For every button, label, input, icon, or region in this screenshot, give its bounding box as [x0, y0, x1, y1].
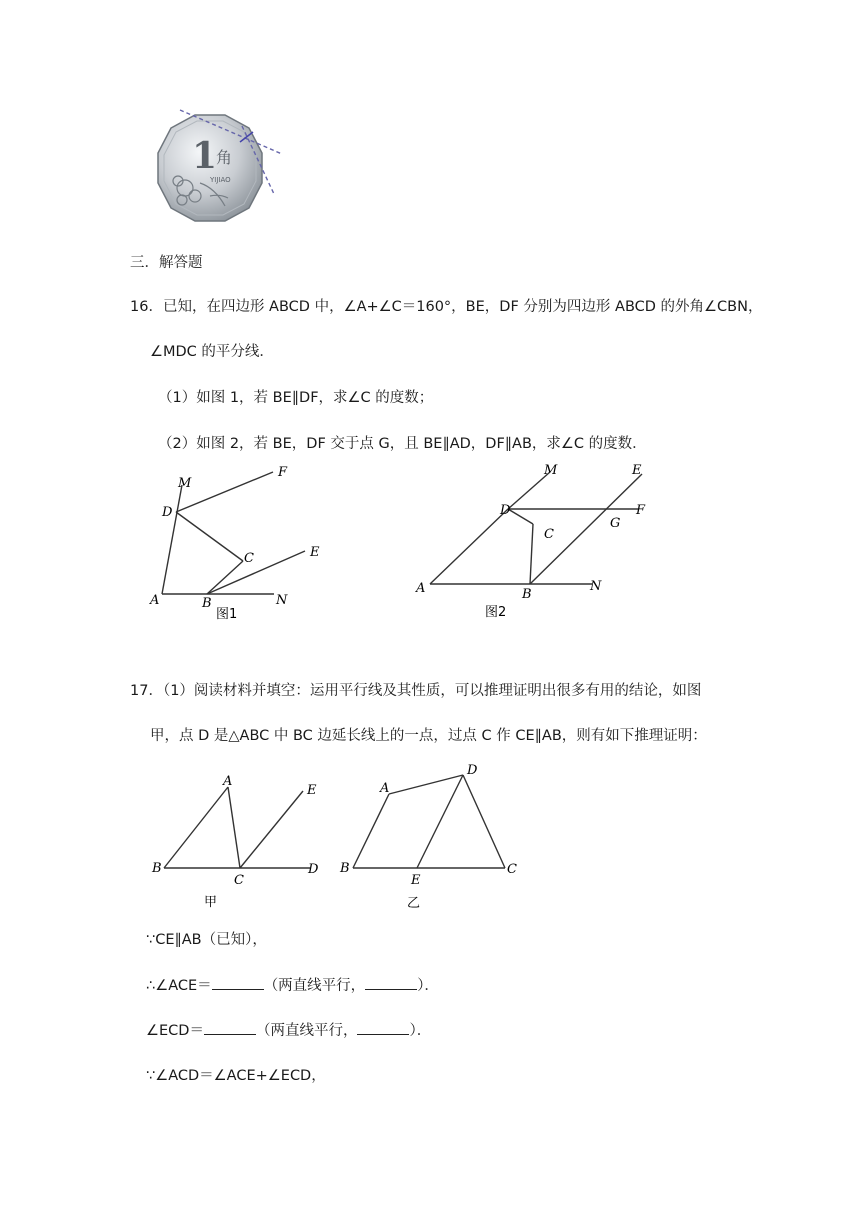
fig2-label-M: M	[544, 463, 558, 478]
proof-line-4: ∵∠ACD＝∠ACE+∠ECD，	[146, 1068, 326, 1084]
fig1-label-F: F	[278, 465, 288, 480]
yi-label-E: E	[411, 873, 421, 888]
jia-caption: 甲	[204, 895, 218, 910]
fig2-label-N: N	[590, 579, 602, 594]
q17-stem-line2: 甲，点 D 是△ABC 中 BC 边延长线上的一点，过点 C 作 CE∥AB，则有如下推理证明：	[150, 728, 707, 744]
fig2-caption: 图2	[485, 605, 507, 620]
yi-label-C: C	[507, 862, 517, 877]
coin-unit-char: 角	[216, 148, 233, 167]
fig2-label-B: B	[522, 587, 532, 602]
proof-line-1: ∵CE∥AB（已知），	[146, 932, 267, 948]
proof2-reason: （两直线平行，	[263, 978, 366, 994]
answer-blank-1[interactable]	[212, 975, 264, 990]
proof3-suffix: ）．	[409, 1023, 432, 1039]
q17-stem-line1: 17．（1）阅读材料并填空：运用平行线及其性质，可以推理证明出很多有用的结论，如图	[130, 683, 702, 699]
jia-label-A: A	[223, 774, 233, 789]
yi-label-B: B	[340, 861, 350, 876]
fig2-label-A: A	[416, 581, 426, 596]
proof2-prefix: ∴∠ACE＝	[146, 978, 212, 994]
answer-blank-4[interactable]	[357, 1020, 409, 1035]
answer-blank-3[interactable]	[204, 1020, 256, 1035]
q16-part1: （1）如图 1，若 BE∥DF，求∠C 的度数；	[158, 390, 434, 406]
fig1-label-M: M	[178, 476, 192, 491]
yi-caption: 乙	[407, 896, 421, 911]
fig1-label-A: A	[150, 593, 160, 608]
figure-yi	[335, 760, 525, 915]
fig1-caption: 图1	[216, 607, 238, 622]
answer-blank-2[interactable]	[365, 975, 417, 990]
jia-label-D: D	[308, 862, 319, 877]
coin-pinyin: YIJIAO	[210, 176, 231, 184]
fig1-label-E: E	[310, 545, 320, 560]
fig1-label-C: C	[244, 551, 254, 566]
proof-line-2	[146, 975, 439, 996]
proof3-reason: （两直线平行，	[255, 1023, 358, 1039]
q16-stem-line1: 16．已知，在四边形 ABCD 中，∠A+∠C＝160°，BE，DF 分别为四边形 ABCD 的外角∠CBN，	[130, 299, 763, 315]
figure-2	[410, 460, 660, 625]
jia-label-E: E	[307, 783, 317, 798]
coin-image	[140, 108, 290, 233]
fig1-label-D: D	[162, 505, 173, 520]
figure-jia	[148, 770, 333, 915]
yi-label-D: D	[467, 763, 478, 778]
proof2-suffix: ）．	[417, 978, 439, 994]
proof-line-3	[146, 1020, 431, 1041]
section-heading: 三．解答题	[130, 255, 203, 271]
figure-1	[140, 460, 340, 625]
q16-part2: （2）如图 2，若 BE，DF 交于点 G，且 BE∥AD，DF∥AB，求∠C 的度数．	[158, 436, 647, 452]
fig2-label-D: D	[500, 503, 511, 518]
proof3-prefix: ∠ECD＝	[146, 1023, 204, 1039]
fig2-label-G: G	[610, 516, 621, 531]
fig1-label-B: B	[202, 596, 212, 611]
fig2-label-C: C	[544, 527, 554, 542]
jia-label-C: C	[234, 873, 244, 888]
fig2-label-E: E	[632, 463, 642, 478]
jia-label-B: B	[152, 861, 162, 876]
yi-label-A: A	[380, 781, 390, 796]
fig2-label-F: F	[636, 503, 646, 518]
coin-numeral: 1	[192, 135, 218, 177]
q16-stem-line2: ∠MDC 的平分线．	[150, 344, 274, 360]
fig1-label-N: N	[276, 593, 288, 608]
